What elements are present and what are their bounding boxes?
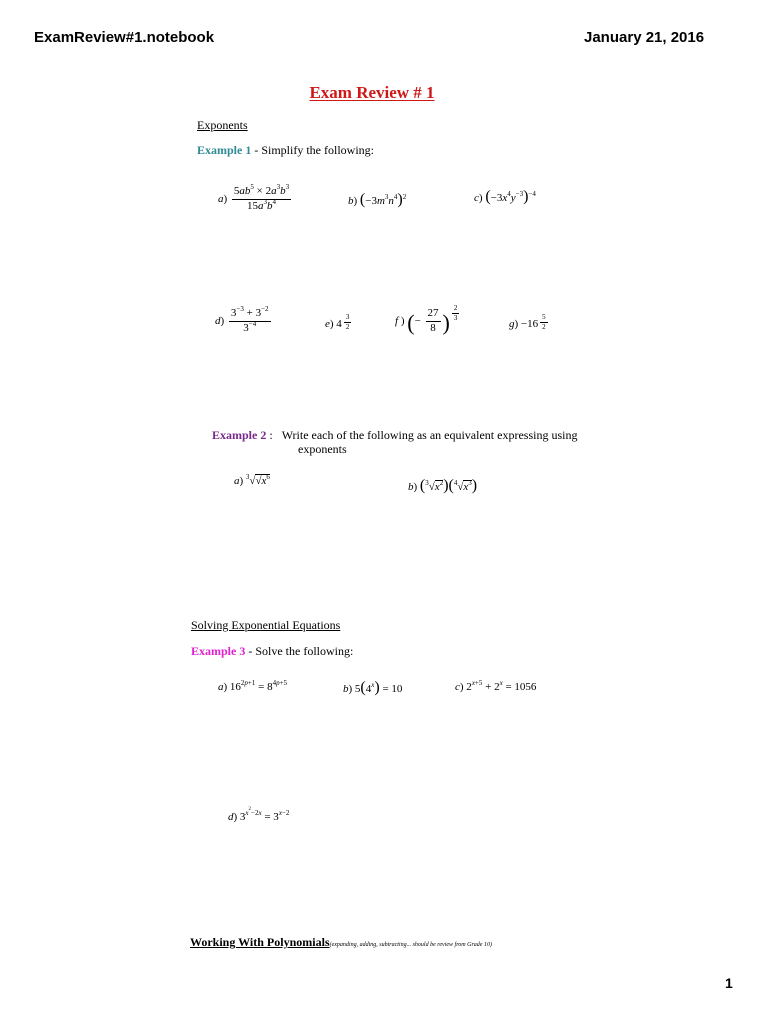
example-1-heading — [197, 143, 374, 158]
section-solving: Solving Exponential Equations — [191, 618, 341, 632]
section-polynomials — [190, 935, 492, 950]
example-2-text: Write each of the following as an equivalent expressing using — [281, 428, 578, 442]
problem-3b: b) $5(4^x) = 10$ — [343, 679, 403, 696]
example-2-heading — [212, 428, 577, 443]
problem-1f: f ) (− $\frac{27}{8}$ ) $\frac{2}{3}$ — [395, 304, 458, 335]
problem-3d: d) $3^{x^2-2x} = 3^{x-2}$ — [228, 807, 290, 823]
polynomials-note: (expanding, adding, subtracting... should be review from Grade 10) — [329, 942, 492, 948]
example-2-text-cont: exponents — [298, 442, 347, 456]
problem-1g: g) −16 $\frac{5}{2}$ — [509, 313, 546, 331]
example-2-sep: : — [266, 428, 273, 442]
problem-3c: c) $2^{x+5} + 2^x = 1056$ — [455, 679, 537, 693]
polynomials-heading: Working With Polynomials — [190, 935, 330, 949]
page-title: Exam Review # 1 — [309, 83, 435, 102]
example-3-heading — [191, 644, 353, 659]
notebook-filename: ExamReview#1.notebook — [34, 29, 215, 46]
problem-1d: d) $\frac{3^{-3} + 3^{-2}}{3^{-4}}$ — [215, 305, 269, 334]
problem-2a: a) $^3√√x^6$ — [234, 473, 270, 487]
section-exponents: Exponents — [197, 118, 248, 132]
example-2-label: Example 2 — [212, 428, 267, 442]
problem-1b: b) $(-3m^3n^4)^2$ — [348, 191, 407, 208]
example-1-text: - Simplify the following: — [251, 143, 375, 157]
example-1-label: Example 1 — [197, 143, 252, 157]
page-number: 1 — [725, 975, 733, 991]
problem-2b: b) $(^3√x^2)(^4√x^3)$ — [408, 477, 478, 494]
problem-1a: a) $\frac{5ab^5 \times 2a^3b^3}{15a^3b^4}$ — [218, 183, 290, 212]
problem-1c: c) $(-3x^4y^{-3})^{-4}$ — [474, 188, 536, 205]
problem-3a: a) $16^{2p+1} = 8^{4p+5}$ — [218, 679, 288, 693]
example-3-text: - Solve the following: — [245, 644, 354, 658]
header-date: January 21, 2016 — [584, 29, 705, 46]
problem-1e: e) 4 $\frac{3}{2}$ — [325, 313, 350, 331]
example-3-label: Example 3 — [191, 644, 246, 658]
